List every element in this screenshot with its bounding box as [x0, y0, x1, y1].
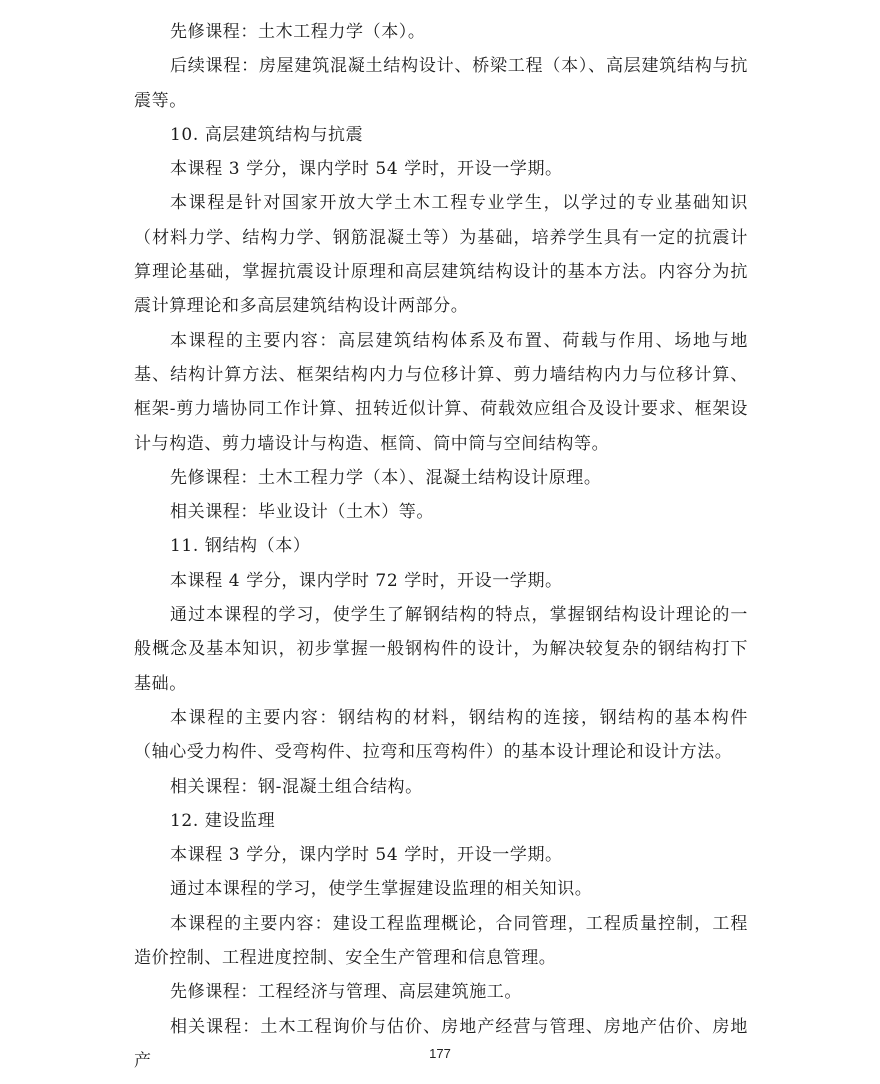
course-description-paragraph: 本课程是针对国家开放大学土木工程专业学生，以学过的专业基础知识（材料力学、结构力学、钢筋混凝土等）为基础，培养学生具有一定的抗震计算理论基础，掌握抗震设计原理和高层建筑结构设计的基本方法。内容分为抗震计算理论和多高层建筑结构设计两部分。: [134, 193, 748, 317]
credit-info-paragraph: 本课程 4 学分，课内学时 72 学时，开设一学期。: [170, 570, 563, 591]
prerequisite-paragraph: 先修课程：土木工程力学（本）。: [170, 22, 426, 42]
follow-up-courses-paragraph: 后续课程：房屋建筑混凝土结构设计、桥梁工程（本）、高层建筑结构与抗震等。: [134, 56, 748, 111]
credit-info-paragraph: 本课程 3 学分，课内学时 54 学时，开设一学期。: [170, 159, 563, 180]
main-content-paragraph: 本课程的主要内容：高层建筑结构体系及布置、荷载与作用、场地与地基、结构计算方法、框架结构内力与位移计算、剪力墙结构内力与位移计算、框架-剪力墙协同工作计算、扭转近似计算、荷载效应组合及设计要求、框架设计与构造、剪力墙设计与构造、框筒、筒中筒与空间结构等。: [134, 330, 748, 454]
related-courses-paragraph: 相关课程：毕业设计（土木）等。: [170, 502, 434, 523]
related-courses-paragraph: 相关课程：钢-混凝土组合结构。: [170, 776, 423, 797]
section-heading-12: 12. 建设监理: [170, 810, 276, 831]
course-description-paragraph: 通过本课程的学习，使学生掌握建设监理的相关知识。: [170, 879, 593, 900]
prerequisite-paragraph: 先修课程：土木工程力学（本）、混凝土结构设计原理。: [170, 467, 602, 488]
course-description-paragraph: 通过本课程的学习，使学生了解钢结构的特点，掌握钢结构设计理论的一般概念及基本知识，初步掌握一般钢构件的设计，为解决较复杂的钢结构打下基础。: [134, 605, 748, 694]
section-heading-10: 10. 高层建筑结构与抗震: [170, 124, 364, 145]
main-content-paragraph: 本课程的主要内容：建设工程监理概论，合同管理，工程质量控制，工程造价控制、工程进度控制、安全生产管理和信息管理。: [134, 913, 748, 969]
section-heading-11: 11. 钢结构（本）: [170, 536, 311, 557]
related-courses-paragraph: 相关课程：土木工程询价与估价、房地产经营与管理、房地产估价、房地产: [134, 1016, 748, 1071]
prerequisite-paragraph: 先修课程：工程经济与管理、高层建筑施工。: [170, 982, 522, 1003]
main-content-paragraph: 本课程的主要内容：钢结构的材料，钢结构的连接，钢结构的基本构件（轴心受力构件、受弯构件、拉弯和压弯构件）的基本设计理论和设计方法。: [134, 707, 748, 763]
credit-info-paragraph: 本课程 3 学分，课内学时 54 学时，开设一学期。: [170, 845, 563, 866]
page-number: 177: [429, 1046, 451, 1061]
document-page-body: [134, 15, 748, 1078]
